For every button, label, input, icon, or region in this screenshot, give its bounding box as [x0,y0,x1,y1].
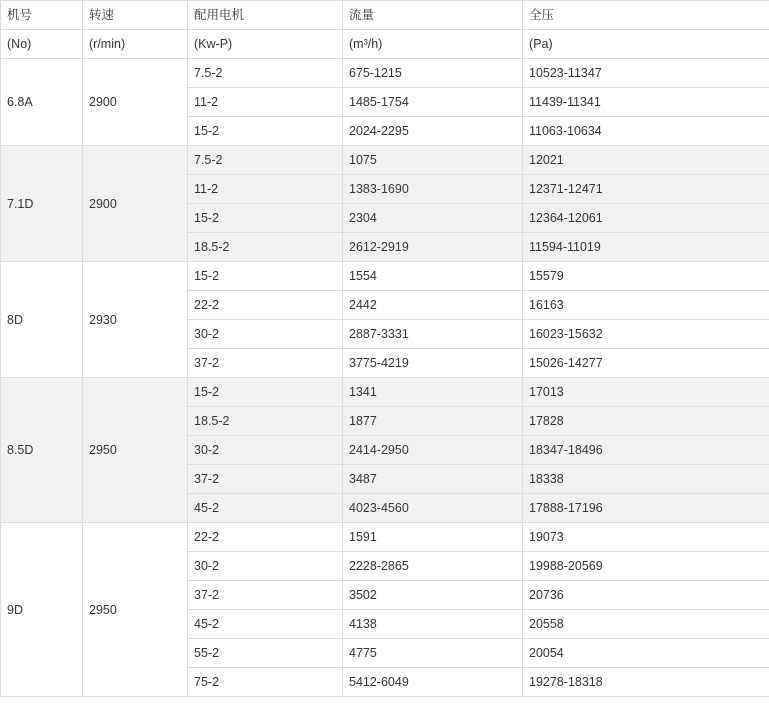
flow-cell: 675-1215 [343,59,523,88]
motor-cell: 11-2 [188,175,343,204]
motor-cell: 18.5-2 [188,233,343,262]
motor-cell: 7.5-2 [188,146,343,175]
column-header-unit-3: (m³/h) [343,30,523,59]
column-header-unit-4: (Pa) [523,30,769,59]
pressure-cell: 11439-11341 [523,88,769,117]
pressure-cell: 19278-18318 [523,668,769,697]
model-cell: 9D [1,523,83,697]
speed-cell: 2930 [83,262,188,378]
flow-cell: 2304 [343,204,523,233]
speed-cell: 2900 [83,59,188,146]
table-row [1,523,769,552]
table-header-row [1,1,769,30]
motor-cell: 75-2 [188,668,343,697]
motor-cell: 15-2 [188,117,343,146]
flow-cell: 1591 [343,523,523,552]
speed-cell: 2950 [83,378,188,523]
flow-cell: 2414-2950 [343,436,523,465]
pressure-cell: 17888-17196 [523,494,769,523]
motor-cell: 18.5-2 [188,407,343,436]
motor-cell: 22-2 [188,291,343,320]
pressure-cell: 19073 [523,523,769,552]
model-cell: 6.8A [1,59,83,146]
flow-cell: 1075 [343,146,523,175]
motor-cell: 30-2 [188,436,343,465]
flow-cell: 2228-2865 [343,552,523,581]
pressure-cell: 18347-18496 [523,436,769,465]
pressure-cell: 18338 [523,465,769,494]
flow-cell: 1383-1690 [343,175,523,204]
pressure-cell: 17013 [523,378,769,407]
pressure-cell: 11063-10634 [523,117,769,146]
flow-cell: 5412-6049 [343,668,523,697]
pressure-cell: 20736 [523,581,769,610]
pressure-cell: 12364-12061 [523,204,769,233]
flow-cell: 1485-1754 [343,88,523,117]
motor-cell: 7.5-2 [188,59,343,88]
pressure-cell: 19988-20569 [523,552,769,581]
model-cell: 8.5D [1,378,83,523]
pressure-cell: 12021 [523,146,769,175]
column-header-title-3: 流量 [343,1,523,30]
pressure-cell: 15579 [523,262,769,291]
motor-cell: 37-2 [188,465,343,494]
motor-cell: 11-2 [188,88,343,117]
flow-cell: 4775 [343,639,523,668]
pressure-cell: 16023-15632 [523,320,769,349]
table-row [1,59,769,88]
pressure-cell: 17828 [523,407,769,436]
table-row [1,378,769,407]
flow-cell: 2442 [343,291,523,320]
flow-cell: 1341 [343,378,523,407]
flow-cell: 1554 [343,262,523,291]
motor-cell: 15-2 [188,378,343,407]
table-row [1,146,769,175]
motor-cell: 45-2 [188,494,343,523]
flow-cell: 3775-4219 [343,349,523,378]
column-header-unit-2: (Kw-P) [188,30,343,59]
motor-cell: 30-2 [188,552,343,581]
column-header-title-1: 转速 [83,1,188,30]
flow-cell: 2887-3331 [343,320,523,349]
pressure-cell: 20054 [523,639,769,668]
model-cell: 7.1D [1,146,83,262]
column-header-unit-0: (No) [1,30,83,59]
pressure-cell: 12371-12471 [523,175,769,204]
flow-cell: 4138 [343,610,523,639]
flow-cell: 2612-2919 [343,233,523,262]
motor-cell: 37-2 [188,581,343,610]
model-cell: 8D [1,262,83,378]
pressure-cell: 16163 [523,291,769,320]
pressure-cell: 11594-11019 [523,233,769,262]
motor-cell: 15-2 [188,204,343,233]
motor-cell: 55-2 [188,639,343,668]
pressure-cell: 15026-14277 [523,349,769,378]
motor-cell: 22-2 [188,523,343,552]
flow-cell: 1877 [343,407,523,436]
motor-cell: 30-2 [188,320,343,349]
column-header-title-2: 配用电机 [188,1,343,30]
table-row [1,262,769,291]
table-body [1,1,769,697]
motor-cell: 15-2 [188,262,343,291]
pressure-cell: 10523-11347 [523,59,769,88]
flow-cell: 4023-4560 [343,494,523,523]
flow-cell: 2024-2295 [343,117,523,146]
pressure-cell: 20558 [523,610,769,639]
column-header-unit-1: (r/min) [83,30,188,59]
table-unit-row [1,30,769,59]
motor-cell: 37-2 [188,349,343,378]
flow-cell: 3487 [343,465,523,494]
column-header-title-0: 机号 [1,1,83,30]
speed-cell: 2950 [83,523,188,697]
flow-cell: 3502 [343,581,523,610]
motor-cell: 45-2 [188,610,343,639]
speed-cell: 2900 [83,146,188,262]
column-header-title-4: 全压 [523,1,769,30]
